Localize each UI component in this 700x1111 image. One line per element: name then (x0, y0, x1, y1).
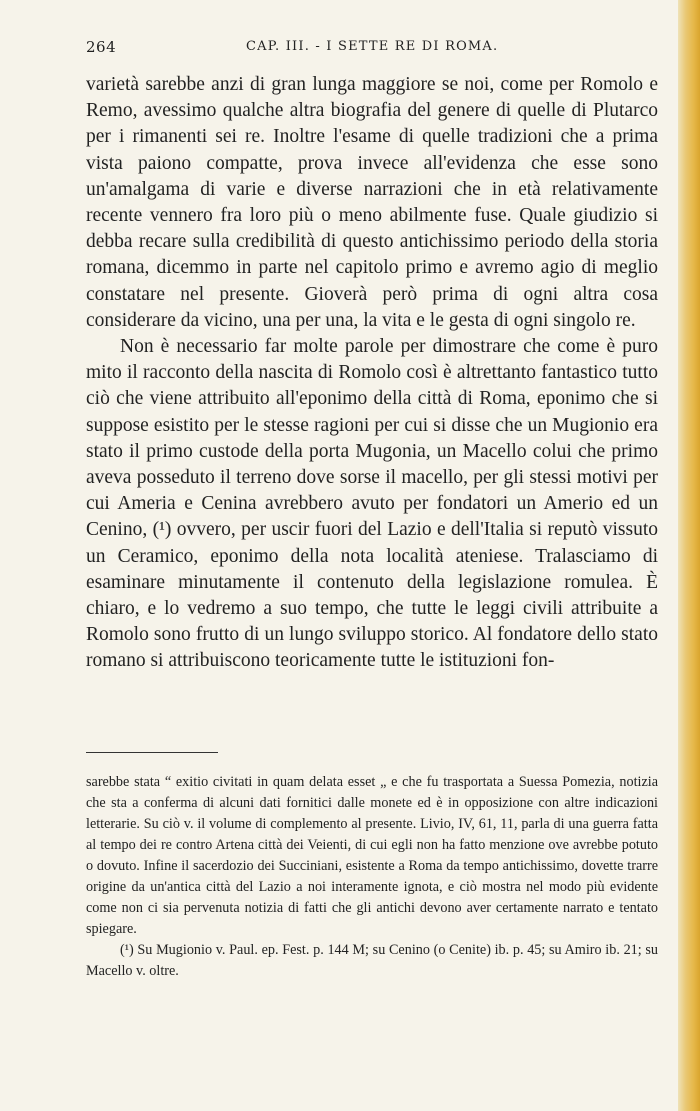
body-paragraph: varietà sarebbe anzi di gran lunga maggiore se noi, come per Romolo e Remo, avessimo qualche altra biografia del genere di quelle di Plutarco per i rimanenti sei re. Inoltre l'esame di quelle tradizioni che a prima vista paiono compatte, prova invece all'evidenza che esse sono un'amalgama di varie e diverse narrazioni che in età relativamente recente vennero fra loro più o meno abilmente fuse. Quale giudizio si debba recare sulla credibilità di questo antichissimo periodo della storia romana, dicemmo in parte nel capitolo primo e avremo agio di meglio constatare nel presente. Gioverà però prima di ogni altra cosa considerare da vicino, una per una, la vita e le gesta di ogni singolo re. (86, 74, 658, 331)
body-text (86, 72, 658, 675)
body-paragraph: Non è necessario far molte parole per dimostrare che come è puro mito il racconto della nascita di Romolo così è altrettanto fantastico tutto ciò che viene attribuito all'eponimo della città di Roma, eponimo che si suppose esistito per le stesse ragioni per cui si disse che un Mugionio era stato il primo custode della porta Mugonia, un Macello colui che primo aveva posseduto il terreno dove sorse il macello, per gli stessi motivi per cui Ameria e Cenina avrebbero avuto per fondatori un Amerio ed un Cenino, (¹) ovvero, per uscir fuori del Lazio e dell'Italia si reputò vissuto un Ceramico, eponimo della nota località ateniese. Tralasciamo di esaminare minutamente il contenuto della legislazione romulea. È chiaro, e lo vedremo a suo tempo, che tutte le leggi civili attribuite a Romolo sono frutto di un lungo sviluppo storico. Al fondatore dello stato romano si attribuiscono teoricamente tutte le istituzioni fon- (86, 336, 658, 672)
page-number: 264 (86, 38, 117, 56)
running-head: CAP. III. - I SETTE RE DI ROMA. (246, 39, 499, 54)
page-edge (678, 0, 700, 1111)
footnote-rule (86, 752, 218, 753)
footnotes (86, 772, 658, 982)
footnote-1: (¹) Su Mugionio v. Paul. ep. Fest. p. 144 M; su Cenino (o Cenite) ib. p. 45; su Amiro ib. 21; su Macello v. oltre. (86, 942, 658, 979)
page-header (86, 38, 660, 58)
footnote-continuation: sarebbe stata “ exitio civitati in quam delata esset „ e che fu trasportata a Suessa Pomezia, notizia che sta a conferma di alcuni dati fornitici dalle monete ed è in opposizione con altre indicazioni letterarie. Su ciò v. il volume di complemento al presente. Livio, IV, 61, 11, parla di una guerra fatta al tempo dei re contro Artena città dei Veienti, di cui egli non ha fatto menzione ove avrebbe potuto o dovuto. Infine il sacerdozio dei Succiniani, esistente a Roma da tempo antichissimo, dovette trarre origine da un'antica città del Lazio a noi interamente ignota, e ciò mostra nel modo più evidente come non ci sia pervenuta notizia di fatti che gli antichi devono aver certamente narrato e tentato spiegare. (86, 774, 658, 937)
